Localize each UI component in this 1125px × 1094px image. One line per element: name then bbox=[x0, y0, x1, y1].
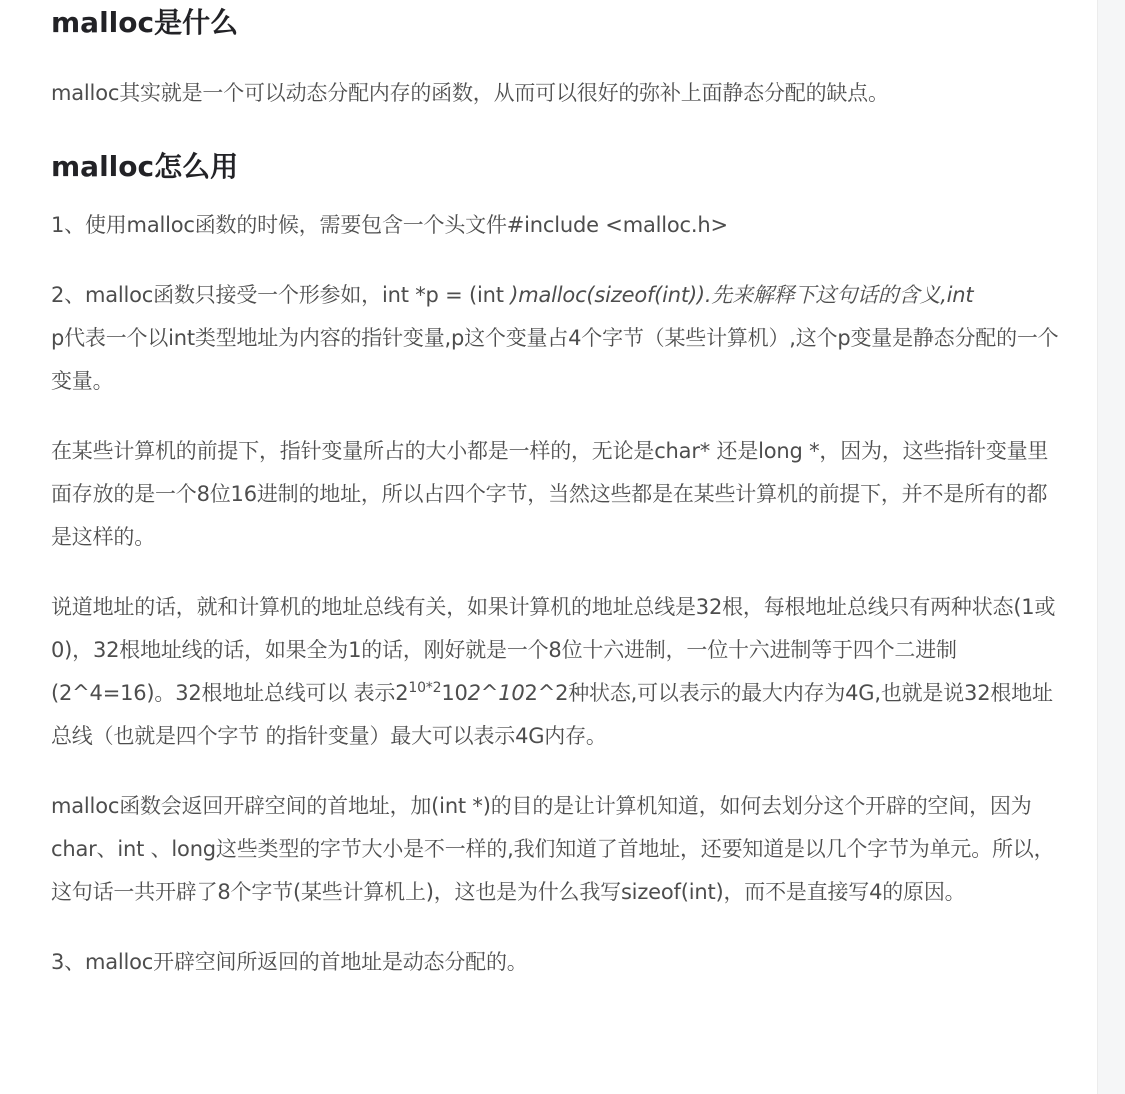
heading-how-to-use-malloc: malloc怎么用 bbox=[51, 150, 239, 184]
list-item-3: 3、malloc开辟空间所返回的首地址是动态分配的。 bbox=[51, 950, 528, 975]
item2-italic-text: )malloc(sizeof(int)).先来解释下这句话的含义,int bbox=[510, 283, 974, 308]
address-text-part1: 说道地址的话，就和计算机的地址总线有关，如果计算机的地址总线是32根，每根地址总线只有两种状态(1或0)，32根地址线的话，如果全为1的话，刚好就是一个8位十六进制，一位十六进制等于四个二进制(2^4=16)。32根地址总线可以 表示2 bbox=[51, 595, 1056, 706]
list-item-1: 1、使用malloc函数的时候，需要包含一个头文件#include <malloc.h> bbox=[51, 213, 728, 238]
address-bus-paragraph bbox=[51, 586, 1061, 758]
page-scroll-gutter bbox=[1097, 0, 1125, 1094]
address-italic-text: 2^10 bbox=[467, 681, 525, 706]
address-text-part2: 2^2种状态,可以表示的最大内存为4G,也就是说32根地址总线（也就是四个字节 的指针变量）最大可以表示4G内存。 bbox=[51, 681, 1053, 749]
address-text-mid: 10 bbox=[441, 681, 468, 706]
item2-text-part2: p代表一个以int类型地址为内容的指针变量,p这个变量占4个字节（某些计算机）,这个p变量是静态分配的一个变量。 bbox=[51, 326, 1059, 394]
heading-what-is-malloc: malloc是什么 bbox=[51, 6, 239, 39]
item2-text-part1: 2、malloc函数只接受一个形参如，int *p = (int bbox=[51, 283, 511, 308]
address-superscript: 10*2 bbox=[408, 680, 442, 697]
list-item-2 bbox=[51, 274, 1061, 403]
pointer-size-paragraph: 在某些计算机的前提下，指针变量所占的大小都是一样的，无论是char* 还是long *，因为，这些指针变量里面存放的是一个8位16进制的地址，所以占四个字节，当然这些都是在某些计算机的前提下，并不是所有的都是这样的。 bbox=[51, 439, 1049, 550]
intro-paragraph: malloc其实就是一个可以动态分配内存的函数，从而可以很好的弥补上面静态分配的缺点。 bbox=[51, 81, 889, 106]
article-content bbox=[51, 0, 1061, 984]
cast-explanation-paragraph: malloc函数会返回开辟空间的首地址，加(int *)的目的是让计算机知道，如何去划分这个开辟的空间，因为char、int 、long这些类型的字节大小是不一样的,我们知道了首地址，还要知道是以几个字节为单元。所以，这句话一共开辟了8个字节(某些计算机上)，这也是为什么我写sizeof(int)，而不是直接写4的原因。 bbox=[51, 794, 1055, 905]
